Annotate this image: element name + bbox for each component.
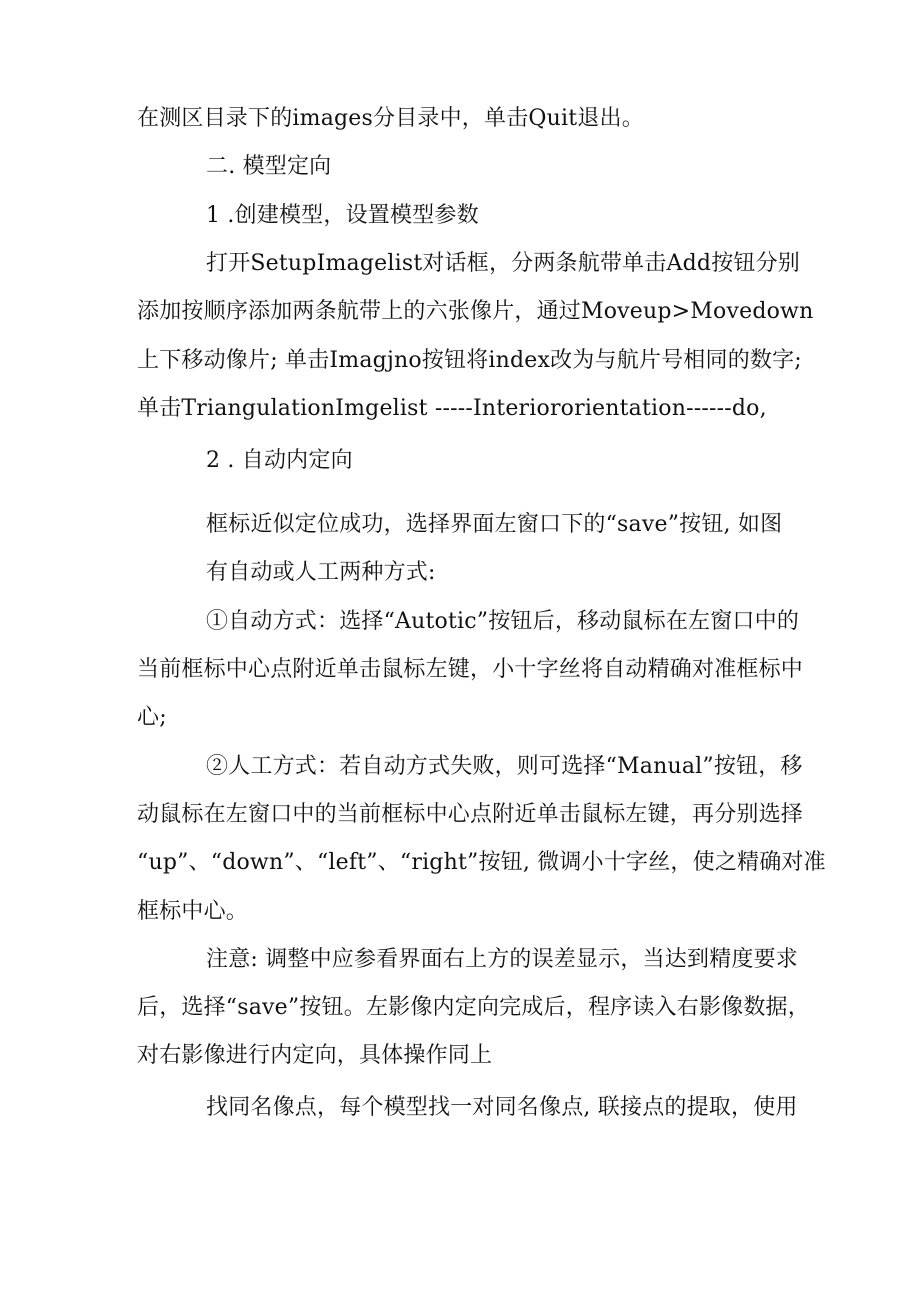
text-line-21: 找同名像点，每个模型找一对同名像点, 联接点的提取，使用: [206, 1095, 798, 1120]
text-line-4: 打开SetupImagelist对话框，分两条航带单击Add按钮分别: [206, 251, 801, 276]
text-line-17: 框标中心。: [137, 899, 249, 924]
text-line-14: ②人工方式：若自动方式失败，则可选择“Manual”按钮，移: [206, 754, 803, 779]
text-line-7: 单击TriangulationImgelist -----Interiororientation------do,: [137, 396, 767, 421]
text-line-10: 有自动或人工两种方式:: [206, 560, 436, 585]
text-line-1: 在测区目录下的images分目录中，单击Quit退出。: [137, 106, 644, 131]
text-line-15: 动鼠标在左窗口中的当前框标中心点附近单击鼠标左键，再分别选择: [137, 802, 804, 827]
subsection-heading-auto-interior-orientation: 2 . 自动内定向: [206, 448, 353, 473]
text-line-9: 框标近似定位成功，选择界面左窗口下的“save”按钮, 如图: [206, 512, 783, 537]
text-line-16: “up”、“down”、“left”、“right”按钮, 微调小十字丝，使之精确对准: [137, 850, 826, 875]
text-line-12: 当前框标中心点附近单击鼠标左键，小十字丝将自动精确对准框标中: [137, 657, 804, 682]
subsection-heading-create-model: 1 .创建模型，设置模型参数: [206, 203, 479, 228]
text-line-20: 对右影像进行内定向，具体操作同上: [137, 1043, 493, 1068]
text-line-5: 添加按顺序添加两条航带上的六张像片，通过Moveup>Movedown: [137, 299, 814, 324]
text-line-11: ①自动方式：选择“Autotic”按钮后，移动鼠标在左窗口中的: [206, 609, 800, 634]
text-line-13: 心;: [137, 705, 167, 730]
text-line-18: 注意: 调整中应参看界面右上方的误差显示，当达到精度要求: [206, 947, 799, 972]
text-line-6: 上下移动像片; 单击Imagjno按钮将index改为与航片号相同的数字;: [137, 348, 802, 373]
text-line-19: 后，选择“save”按钮。左影像内定向完成后，程序读入右影像数据，: [137, 995, 810, 1020]
section-heading-model-orientation: 二. 模型定向: [206, 154, 332, 179]
